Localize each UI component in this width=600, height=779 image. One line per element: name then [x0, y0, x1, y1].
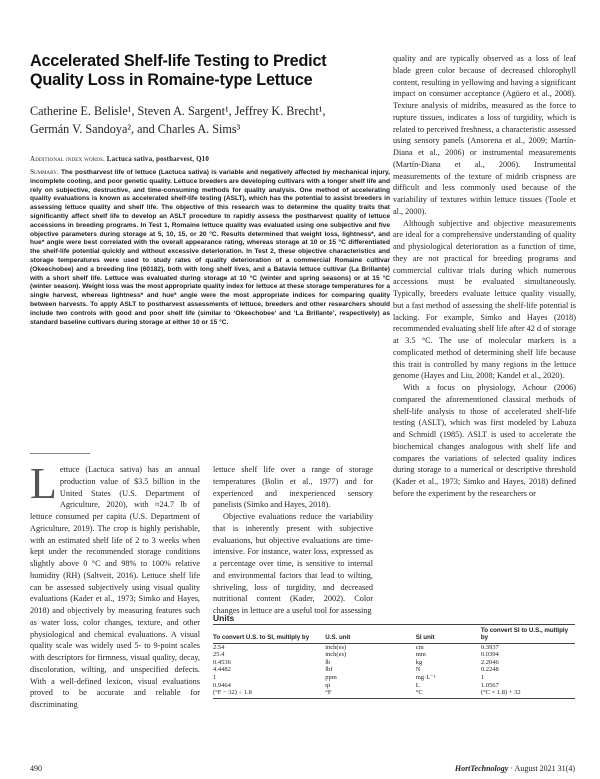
table-cell: 1.0567: [480, 681, 499, 689]
table-cell: 25.4: [213, 651, 225, 659]
abstract: [30, 168, 390, 327]
table-cell: mg·L⁻¹: [415, 674, 436, 681]
table-cell: (°C × 1.8) + 32: [481, 689, 575, 698]
table-cell: inch(es): [325, 651, 347, 659]
author-line-2: Germán V. Sandoya², and Charles A. Sims³: [30, 122, 241, 136]
table-cell: 2.2046: [480, 658, 499, 666]
table-cell: lb: [325, 658, 331, 666]
table-cell: lbf: [325, 666, 333, 674]
paragraph-quality: quality and are typically observed as a loss of leaf blade green color because of decreased chlorophyll content, resulting in yellowing and having a significant impact on consumer acceptance (Agüero et al., 2008). Texture analysis of midribs, measured as the force to rupture tissues, indicates a loss of turgidity, which is related to perceived freshness, a characteristic assessed using sensory panels (Ansorena et al., 2009; Martín-Diana et al., 2006) or instrumental measurements (Martín-Diana et al., 2006). Instrumental measurements of the texture of midrib crispness are difficult and less commonly used because of the variability of textures within lettuce tissues (Toole et al., 2000).: [393, 54, 576, 216]
table-row: [213, 682, 575, 690]
table-cell: 4.4482: [213, 666, 231, 674]
table-cell: cm: [415, 643, 424, 651]
additional-index-words: [30, 155, 385, 163]
table-cell: °C: [416, 689, 481, 698]
table-cell: 0.2248: [480, 666, 499, 674]
table-cell: qt: [325, 681, 331, 689]
section-divider: [30, 453, 90, 454]
intro-paragraph-1: [30, 459, 200, 711]
units-title: Units: [213, 613, 575, 625]
intro-paragraph-1-text: ettuce (Lactuca sativa) has an annual production value of $3.5 billion in the United States (U.S. Department of Agriculture, 2020), with ≈24.7 lb of lettuce consumed per capita (U.S. Department of Agriculture, 2019). The crop is highly perishable, with an estimated shelf life of 2 to 3 weeks when kept under the recommended storage conditions slightly above 0 °C and 98% to 100% relative humidity (RH) (Saltveit, 2016). Lettuce shelf life can be assessed subjectively using visual quality evaluations (Kader et al., 1973; Simko and Hayes, 2018) and objectively by measuring features such as water loss, color changes, texture, and other physiological and chemical evaluations. A visual quality scale was widely used 5- to 9-point scales with descriptors for firmness, visual quality, decay, discoloration, wilting, and unspecified defects. With a well-defined lexicon, visual evaluations proved to be accurate and reliable for discriminating: [30, 465, 200, 709]
table-cell: mm: [415, 651, 426, 659]
paragraph-continued: lettuce shelf life over a range of storage temperatures (Bolin et al., 1977) and for experienced and inexperienced sensory panelists (Simko and Hayes, 2018).: [213, 465, 373, 510]
units-header-cell: To convert SI to U.S., multiply by: [481, 625, 575, 643]
table-cell: 0.4536: [213, 658, 231, 666]
units-header-cell: To convert U.S. to SI, multiply by: [213, 625, 325, 643]
units-header-row: [213, 625, 575, 643]
table-row: [213, 651, 575, 659]
page-number: 490: [30, 764, 42, 773]
author-line-1: Catherine E. Belisle¹, Steven A. Sargent¹, Jeffrey K. Brecht¹,: [30, 104, 326, 118]
body-column-2: [213, 464, 373, 617]
table-cell: 1: [480, 674, 485, 681]
table-cell: 2.54: [213, 643, 225, 651]
paragraph-subjective-objective: Although subjective and objective measurements are ideal for a comprehensive understanding of quality and physiological deterioration as a function of time, they are not practical for breeding programs and commercial cultivar trials during which numerous accessions must be evaluated simultaneously. Typically, breeders evaluate lettuce quality visually, but a fast method of assessing the shelf-life potential is lacking. For example, Simko and Hayes (2018) recommended evaluating shelf life after 42 d of storage at 3.5 °C. The use of molecular markers is a complicated method of determining shelf life because this trait is controlled by many regions in the lettuce genome (Hayes and Liu, 2008; Kandel et al., 2020).: [393, 218, 576, 381]
paragraph-objective-evaluations: Objective evaluations reduce the variability that is inherently present with subjective evaluations, but objective evaluations are time-intensive. For instance, water loss, expressed as a percentage over time, is sensitive to internal and environmental factors that lead to wilting, shriveling, loss of turgidity, and decreased nutritional content (Kader, 2002). Color changes in lettuce are a useful tool for assessing: [213, 512, 373, 615]
table-row: [213, 689, 575, 698]
table-cell: °F: [325, 689, 416, 698]
units-conversion-table: [213, 625, 575, 699]
table-cell: N: [415, 666, 421, 674]
paragraph-physiology: With a focus on physiology, Achour (2006) compared the aforementioned classical methods of shelf-life analysis to those of accelerated shelf-life testing (ASLT), which was first modeled by Labuza and Schmidl (1985). ASLT is used to accelerate the biochemical changes analogous with shelf life and compares the variations of selected quality indices during storage to a numerical or descriptive threshold (Kader et al., 1973; Simko and Hayes, 2018) defined before the experiment by the researchers or: [393, 383, 576, 498]
table-row: [213, 674, 575, 682]
table-row: [213, 666, 575, 674]
journal-footer: [455, 764, 575, 773]
table-row: [213, 659, 575, 667]
body-column-3: [393, 53, 576, 500]
keywords-list: Lactuca sativa, postharvest, Q10: [106, 155, 209, 163]
table-row: [213, 643, 575, 651]
units-header-cell: SI unit: [416, 625, 481, 643]
table-cell: kg: [415, 658, 423, 666]
units-header-cell: U.S. unit: [325, 625, 416, 643]
table-cell: 1: [213, 674, 217, 681]
keywords-label: Additional index words.: [30, 155, 105, 163]
table-cell: ppm: [325, 674, 337, 681]
table-cell: inch(es): [325, 643, 347, 651]
drop-cap: L: [30, 459, 57, 508]
table-cell: 0.3937: [480, 643, 499, 651]
table-cell: L: [415, 681, 420, 689]
author-list: [30, 102, 380, 138]
abstract-label: Summary.: [30, 167, 59, 176]
table-cell: 0.0394: [480, 651, 499, 659]
article-title: Accelerated Shelf-life Testing to Predict Quality Loss in Romaine-type Lettuce: [30, 52, 327, 89]
table-cell: 0.9464: [213, 681, 231, 689]
body-column-1: [30, 459, 200, 711]
journal-name: HortTechnology: [454, 764, 509, 773]
table-cell: (°F − 32) ÷ 1.8: [213, 689, 325, 698]
abstract-text: The postharvest life of lettuce (Lactuca sativa) is variable and negatively affected by mechanical injury, incomplete cooling, and poor genetic quality. Lettuce breeders are developing cultivars with a longer shelf life and rely on subjective, destructive, and time-consuming methods for quality analysis. One method of accelerating quality evaluations is known as accelerated shelf-life testing (ASLT), which has the potential to assist breeders in assessing lettuce quality and shelf life. The objective of this research was to determine the quality traits that significantly affect shelf life to develop an ASLT procedure to rapidly assess the postharvest quality of lettuce accessions in breeding programs. In Test 1, Romaine lettuce quality was evaluated using one subjective and five objective parameters during storage at 5, 10, 15, or 20 °C. Results determined that weight loss, lightness*, and hue* angle were best correlated with the overall appearance rating, whereas storage at 10 or 15 °C differentiated the shelf-life potential quickly and without excessive deterioration. In Test 2, these objective characteristics and storage temperatures were used to study rates of quality deterioration of a commercial Romaine cultivar (Okeechobee) and a breeding line (60182), both with long shelf lives, and a Batavia lettuce cultivar (La Brillante) with a short shelf life. Lettuce was evaluated during storage at 10 °C (winter and spring seasons) or at 15 °C (winter season). Weight loss was the most appropriate quality index for lettuce at these storage temperatures for a single harvest, whereas lightness* and hue* angle were the most appropriate indices for comparing quality between harvests. To apply ASLT to postharvest assessments of lettuce, breeders and other researchers should include two controls with good and poor shelf life (similar to ‘Okeechobee’ and ‘La Brillante’, respectively) as standard baseline cultivars during storage at either 10 or 15 °C.: [30, 169, 390, 326]
units-table: [213, 613, 575, 699]
journal-issue: · August 2021 31(4): [508, 764, 575, 773]
